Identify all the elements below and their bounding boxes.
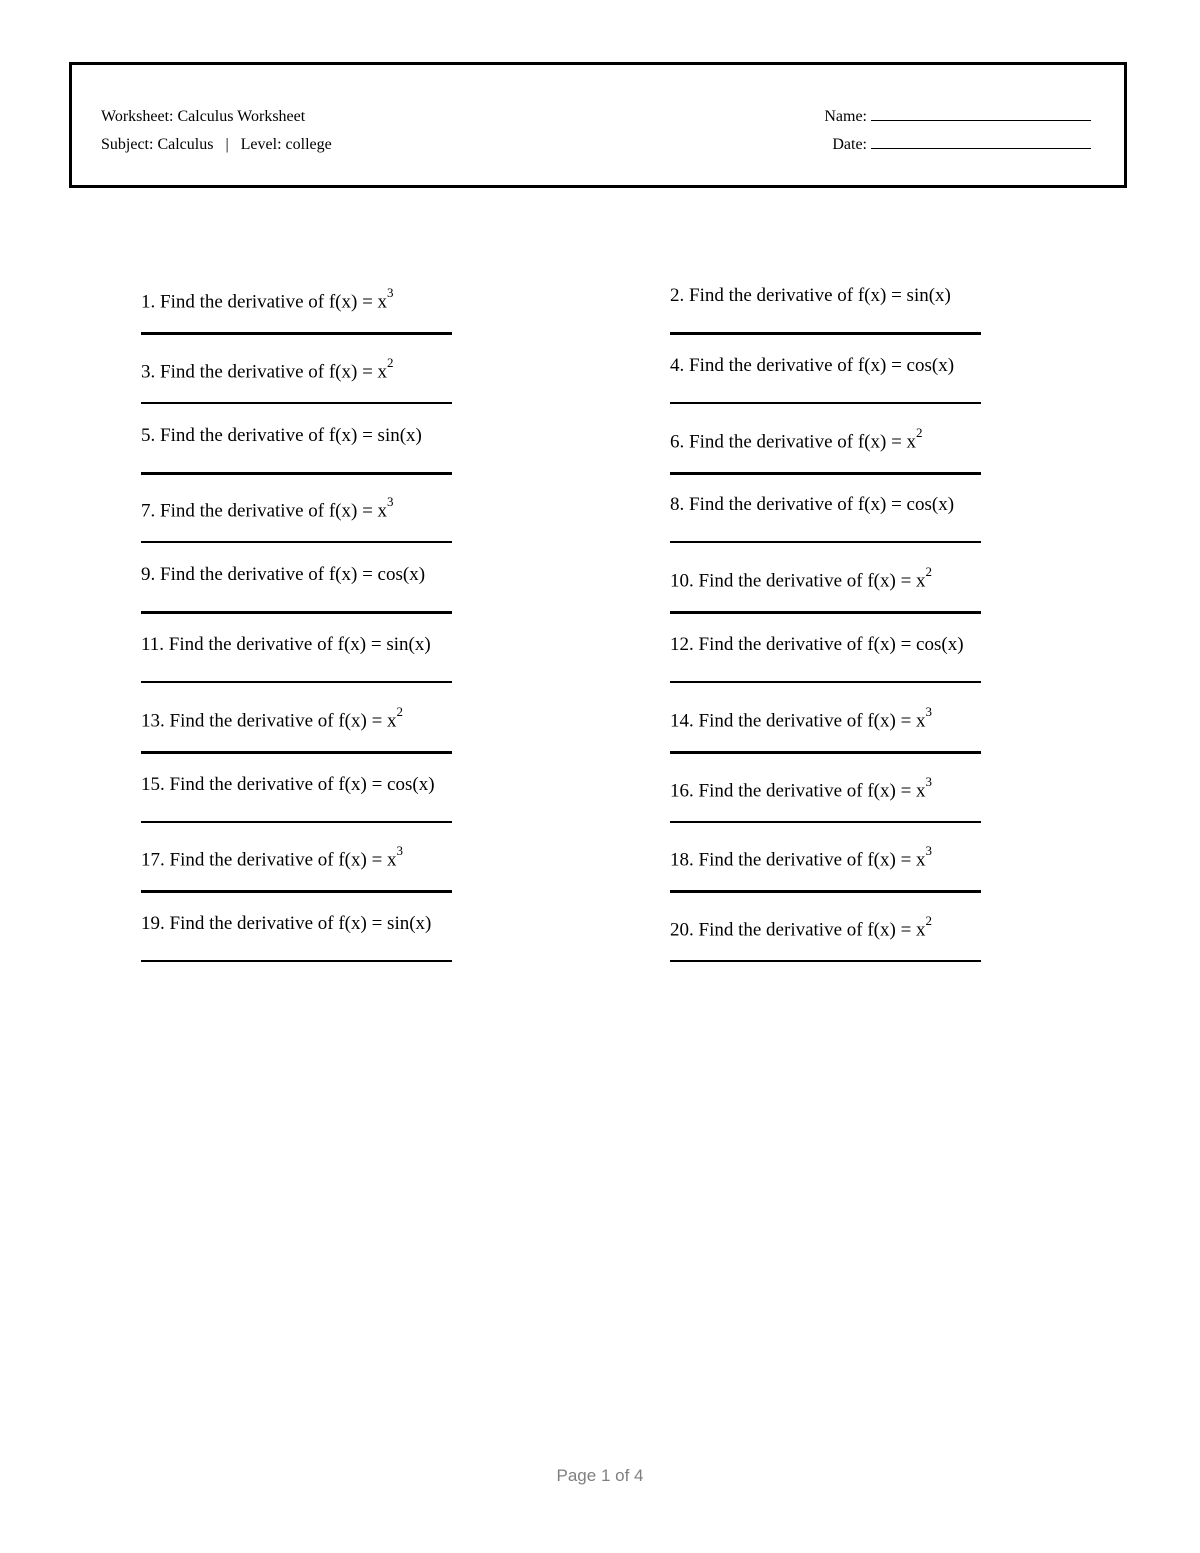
answer-line[interactable] bbox=[141, 821, 452, 823]
worksheet-title-row bbox=[101, 103, 332, 131]
problem-number: 9. bbox=[141, 564, 156, 586]
problem-text bbox=[670, 774, 990, 802]
problem-question: Find the derivative of f(x) = x bbox=[698, 849, 926, 871]
problem-number: 2. bbox=[670, 285, 685, 306]
worksheet-label: Worksheet: bbox=[101, 108, 174, 125]
problem-number: 16. bbox=[670, 779, 694, 801]
problem-question: Find the derivative of f(x) = cos(x) bbox=[698, 634, 964, 655]
problem-text bbox=[670, 634, 990, 656]
problem-question: Find the derivative of f(x) = x bbox=[160, 500, 388, 522]
answer-line[interactable] bbox=[141, 681, 452, 683]
problem-number: 7. bbox=[141, 500, 156, 522]
problem-number: 13. bbox=[141, 710, 165, 732]
subject-value: Calculus bbox=[157, 136, 214, 153]
problem-exponent: 3 bbox=[925, 843, 933, 859]
problem-question: Find the derivative of f(x) = sin(x) bbox=[169, 913, 432, 935]
problem-number: 10. bbox=[670, 570, 694, 592]
problem-question: Find the derivative of f(x) = x bbox=[160, 291, 388, 313]
problem-item bbox=[670, 355, 990, 377]
problem-text bbox=[141, 774, 461, 796]
answer-line[interactable] bbox=[670, 611, 981, 614]
problem-item bbox=[141, 913, 461, 935]
problem-number: 8. bbox=[670, 494, 685, 516]
name-blank[interactable] bbox=[871, 120, 1091, 121]
problem-item bbox=[670, 913, 990, 941]
problem-item bbox=[141, 285, 461, 313]
problem-text bbox=[670, 355, 990, 377]
problem-question: Find the derivative of f(x) = x bbox=[698, 779, 926, 801]
date-blank[interactable] bbox=[871, 148, 1091, 149]
date-row bbox=[824, 131, 1091, 159]
problem-text bbox=[141, 425, 461, 447]
answer-line[interactable] bbox=[141, 890, 452, 893]
problem-text bbox=[670, 285, 990, 307]
answer-line[interactable] bbox=[141, 402, 452, 404]
answer-line[interactable] bbox=[141, 611, 452, 614]
problem-item bbox=[670, 285, 990, 307]
problem-number: 18. bbox=[670, 849, 694, 871]
answer-line[interactable] bbox=[670, 751, 981, 754]
problem-item bbox=[141, 634, 461, 656]
problem-number: 19. bbox=[141, 913, 165, 935]
problem-number: 14. bbox=[670, 710, 694, 732]
problem-item bbox=[670, 704, 990, 732]
problem-item bbox=[141, 494, 461, 522]
problem-number: 15. bbox=[141, 773, 165, 795]
name-label: Name: bbox=[824, 108, 867, 125]
problem-exponent: 2 bbox=[916, 424, 923, 440]
answer-line[interactable] bbox=[670, 960, 981, 962]
problem-text bbox=[670, 564, 990, 592]
problem-question: Find the derivative of f(x) = sin(x) bbox=[689, 285, 951, 306]
problem-number: 4. bbox=[670, 354, 685, 376]
problem-number: 5. bbox=[141, 424, 156, 446]
answer-line[interactable] bbox=[141, 332, 452, 335]
problem-question: Find the derivative of f(x) = sin(x) bbox=[160, 424, 422, 446]
problem-question: Find the derivative of f(x) = cos(x) bbox=[169, 773, 435, 795]
problem-item bbox=[670, 564, 990, 592]
answer-line[interactable] bbox=[670, 332, 981, 335]
worksheet-header bbox=[69, 62, 1127, 188]
problem-item bbox=[670, 843, 990, 871]
problem-question: Find the derivative of f(x) = x bbox=[160, 361, 388, 383]
problem-text bbox=[670, 425, 990, 453]
student-fields bbox=[824, 103, 1091, 159]
name-row bbox=[824, 103, 1091, 131]
answer-line[interactable] bbox=[670, 541, 981, 543]
problem-item bbox=[141, 564, 461, 586]
answer-line[interactable] bbox=[141, 751, 452, 754]
problem-question: Find the derivative of f(x) = x bbox=[698, 570, 926, 592]
problem-exponent: 3 bbox=[387, 494, 394, 510]
problem-exponent: 2 bbox=[396, 703, 404, 719]
problem-item bbox=[141, 774, 461, 796]
answer-line[interactable] bbox=[141, 541, 452, 543]
problem-text bbox=[670, 704, 990, 732]
problem-exponent: 3 bbox=[925, 773, 933, 789]
problem-text bbox=[670, 494, 990, 516]
problem-number: 6. bbox=[670, 430, 685, 452]
subject-label: Subject: bbox=[101, 136, 154, 153]
answer-line[interactable] bbox=[670, 402, 981, 404]
problem-question: Find the derivative of f(x) = x bbox=[698, 919, 926, 941]
problem-question: Find the derivative of f(x) = x bbox=[689, 430, 917, 452]
problem-item bbox=[670, 774, 990, 802]
problem-question: Find the derivative of f(x) = cos(x) bbox=[689, 494, 955, 516]
problem-exponent: 3 bbox=[925, 703, 933, 719]
answer-line[interactable] bbox=[141, 472, 452, 475]
problem-exponent: 2 bbox=[925, 913, 933, 929]
problem-question: Find the derivative of f(x) = sin(x) bbox=[168, 634, 431, 655]
subject-level-row bbox=[101, 131, 332, 159]
problem-text bbox=[141, 843, 461, 871]
answer-line[interactable] bbox=[670, 472, 981, 475]
problem-question: Find the derivative of f(x) = x bbox=[169, 710, 397, 732]
problem-text bbox=[141, 494, 461, 522]
answer-line[interactable] bbox=[670, 890, 981, 893]
worksheet-title: Calculus Worksheet bbox=[177, 108, 306, 125]
problem-question: Find the derivative of f(x) = cos(x) bbox=[689, 354, 955, 376]
level-label: Level: bbox=[240, 136, 282, 153]
date-label: Date: bbox=[832, 136, 867, 153]
problem-exponent: 2 bbox=[387, 354, 394, 370]
problem-text bbox=[141, 704, 461, 732]
problem-number: 1. bbox=[141, 291, 156, 313]
problem-text bbox=[141, 285, 461, 313]
problem-item bbox=[141, 843, 461, 871]
problem-question: Find the derivative of f(x) = x bbox=[698, 710, 926, 732]
separator: | bbox=[225, 136, 229, 153]
level-value: college bbox=[285, 136, 332, 153]
problem-number: 20. bbox=[670, 919, 694, 941]
problem-question: Find the derivative of f(x) = x bbox=[169, 849, 397, 871]
problem-item bbox=[670, 634, 990, 656]
problem-text bbox=[670, 843, 990, 871]
problem-text bbox=[141, 564, 461, 586]
problem-text bbox=[141, 634, 461, 656]
problem-number: 17. bbox=[141, 849, 165, 871]
header-info bbox=[101, 103, 332, 159]
problem-text bbox=[141, 913, 461, 935]
problem-item bbox=[670, 425, 990, 453]
problem-item bbox=[670, 494, 990, 516]
problem-question: Find the derivative of f(x) = cos(x) bbox=[160, 564, 426, 586]
problem-item bbox=[141, 355, 461, 383]
problem-number: 3. bbox=[141, 361, 156, 383]
problem-exponent: 3 bbox=[396, 843, 404, 859]
problem-number: 12. bbox=[670, 634, 694, 655]
page-number: Page 1 of 4 bbox=[556, 1466, 644, 1485]
problem-exponent: 2 bbox=[925, 564, 933, 580]
answer-line[interactable] bbox=[141, 960, 452, 962]
problem-exponent: 3 bbox=[387, 285, 394, 300]
answer-line[interactable] bbox=[670, 681, 981, 683]
answer-line[interactable] bbox=[670, 821, 981, 823]
problem-item bbox=[141, 425, 461, 447]
problem-text bbox=[141, 355, 461, 383]
problem-item bbox=[141, 704, 461, 732]
problem-number: 11. bbox=[141, 634, 165, 655]
problem-text bbox=[670, 913, 990, 941]
